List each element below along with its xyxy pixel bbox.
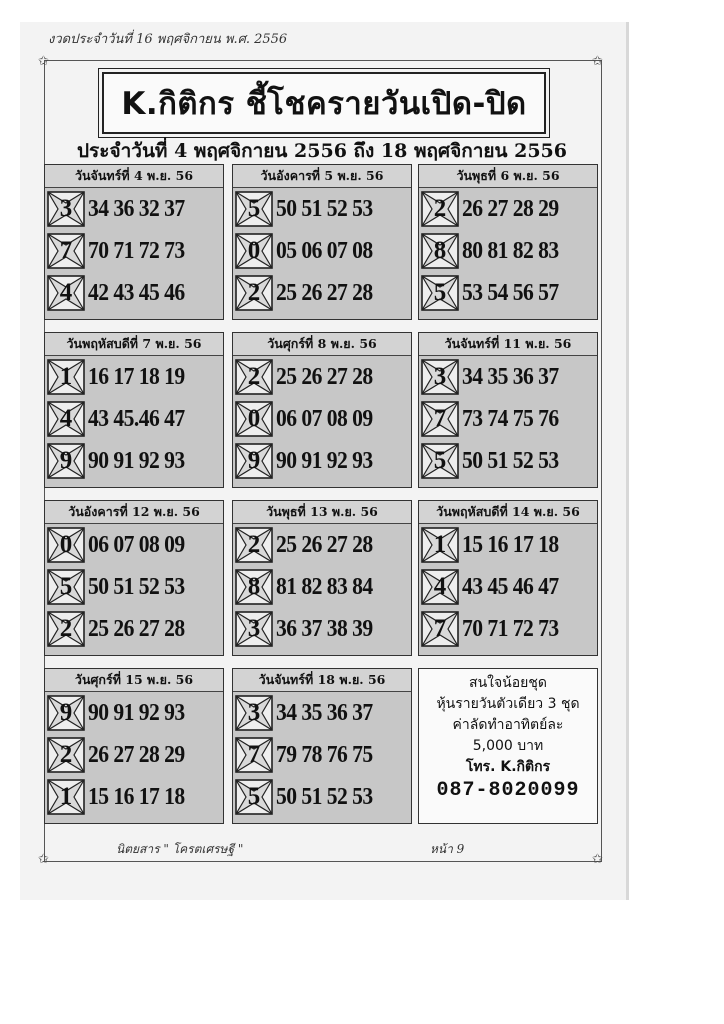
number-row xyxy=(419,566,597,608)
lead-digit: 4 xyxy=(59,279,73,306)
magazine-name: นิตยสาร " โครตเศรษฐี " xyxy=(116,842,244,856)
ad-contact: โทร. K.กิติกร xyxy=(465,759,551,775)
prediction-card xyxy=(232,332,412,488)
lead-digit: 2 xyxy=(59,741,73,768)
star-digit-badge xyxy=(47,275,85,311)
number-row xyxy=(419,272,597,314)
number-row xyxy=(45,608,223,650)
lead-digit: 9 xyxy=(59,699,73,726)
lead-digit: 7 xyxy=(59,237,73,264)
number-set: 50 51 52 53 xyxy=(276,783,373,810)
star-digit-badge xyxy=(235,611,273,647)
lead-digit: 3 xyxy=(59,195,73,222)
lead-digit: 5 xyxy=(433,447,447,474)
number-set: 42 43 45 46 xyxy=(88,279,185,306)
magazine-page xyxy=(20,22,629,900)
phone-number: 087-8020099 xyxy=(436,779,580,802)
number-row xyxy=(233,398,411,440)
star-digit-badge xyxy=(235,191,273,227)
lead-digit: 2 xyxy=(247,279,261,306)
page-number: หน้า 9 xyxy=(430,842,465,856)
star-digit-badge xyxy=(421,359,459,395)
number-row xyxy=(233,692,411,734)
lead-digit: 7 xyxy=(433,615,447,642)
number-row xyxy=(45,188,223,230)
number-set: 34 35 36 37 xyxy=(276,699,373,726)
star-ornament: ✩ xyxy=(592,54,603,69)
number-set: 05 06 07 08 xyxy=(276,237,373,264)
number-set: 15 16 17 18 xyxy=(462,531,559,558)
number-set: 81 82 83 84 xyxy=(276,573,373,600)
star-digit-badge xyxy=(235,569,273,605)
card-date-label: วันพฤหัสบดีที่ 14 พ.ย. 56 xyxy=(419,501,597,524)
number-set: 25 26 27 28 xyxy=(88,615,185,642)
card-date-label: วันอังคารที่ 5 พ.ย. 56 xyxy=(233,165,411,188)
lead-digit: 1 xyxy=(59,363,73,390)
number-set: 16 17 18 19 xyxy=(88,363,185,390)
star-digit-badge xyxy=(421,443,459,479)
page-title: K.กิติกร ชี้โชครายวันเปิด-ปิด xyxy=(102,72,546,134)
number-set: 26 27 28 29 xyxy=(462,195,559,222)
star-digit-badge xyxy=(235,443,273,479)
prediction-card xyxy=(418,332,598,488)
lead-digit: 8 xyxy=(247,573,261,600)
prediction-card xyxy=(232,164,412,320)
lead-digit: 1 xyxy=(433,531,447,558)
number-row xyxy=(233,776,411,818)
number-set: 53 54 56 57 xyxy=(462,279,559,306)
card-date-label: วันพุธที่ 6 พ.ย. 56 xyxy=(419,165,597,188)
number-row xyxy=(419,524,597,566)
star-digit-badge xyxy=(235,737,273,773)
lead-digit: 7 xyxy=(433,405,447,432)
prediction-card xyxy=(44,500,224,656)
number-set: 70 71 72 73 xyxy=(462,615,559,642)
prediction-card xyxy=(44,332,224,488)
lead-digit: 4 xyxy=(59,405,73,432)
star-digit-badge xyxy=(47,737,85,773)
number-row xyxy=(233,272,411,314)
star-digit-badge xyxy=(235,275,273,311)
number-row xyxy=(419,188,597,230)
star-ornament: ✩ xyxy=(38,54,49,69)
star-digit-badge xyxy=(235,233,273,269)
star-digit-badge xyxy=(421,527,459,563)
lead-digit: 0 xyxy=(247,405,261,432)
card-date-label: วันศุกร์ที่ 15 พ.ย. 56 xyxy=(45,669,223,692)
number-set: 70 71 72 73 xyxy=(88,237,185,264)
number-set: 90 91 92 93 xyxy=(88,447,185,474)
lead-digit: 2 xyxy=(247,363,261,390)
number-set: 36 37 38 39 xyxy=(276,615,373,642)
number-row xyxy=(45,230,223,272)
number-set: 50 51 52 53 xyxy=(462,447,559,474)
date-range-subtitle: ประจำวันที่ 4 พฤศจิกายน 2556 ถึง 18 พฤศจิกายน 2556 xyxy=(77,140,567,162)
number-set: 79 78 76 75 xyxy=(276,741,373,768)
lead-digit: 5 xyxy=(247,195,261,222)
number-set: 90 91 92 93 xyxy=(88,699,185,726)
star-digit-badge xyxy=(421,401,459,437)
star-ornament: ✩ xyxy=(592,852,603,867)
card-date-label: วันจันทร์ที่ 4 พ.ย. 56 xyxy=(45,165,223,188)
number-set: 26 27 28 29 xyxy=(88,741,185,768)
number-row xyxy=(233,440,411,482)
lead-digit: 9 xyxy=(59,447,73,474)
number-row xyxy=(45,440,223,482)
star-ornament: ✩ xyxy=(38,852,49,867)
number-row xyxy=(233,188,411,230)
star-digit-badge xyxy=(421,275,459,311)
star-digit-badge xyxy=(235,695,273,731)
star-digit-badge xyxy=(47,611,85,647)
number-row xyxy=(233,734,411,776)
star-digit-badge xyxy=(47,401,85,437)
lead-digit: 3 xyxy=(247,699,261,726)
number-row xyxy=(233,524,411,566)
number-row xyxy=(45,734,223,776)
card-date-label: วันศุกร์ที่ 8 พ.ย. 56 xyxy=(233,333,411,356)
lead-digit: 1 xyxy=(59,783,73,810)
number-row xyxy=(45,398,223,440)
prediction-card xyxy=(232,500,412,656)
prediction-card xyxy=(418,164,598,320)
star-digit-badge xyxy=(235,401,273,437)
star-digit-badge xyxy=(235,527,273,563)
number-row xyxy=(419,230,597,272)
card-date-label: วันจันทร์ที่ 18 พ.ย. 56 xyxy=(233,669,411,692)
lead-digit: 5 xyxy=(247,783,261,810)
number-row xyxy=(419,608,597,650)
card-date-label: วันอังคารที่ 12 พ.ย. 56 xyxy=(45,501,223,524)
lead-digit: 4 xyxy=(433,573,447,600)
lead-digit: 3 xyxy=(433,363,447,390)
star-digit-badge xyxy=(421,191,459,227)
number-row xyxy=(45,776,223,818)
number-set: 90 91 92 93 xyxy=(276,447,373,474)
number-set: 34 35 36 37 xyxy=(462,363,559,390)
star-digit-badge xyxy=(47,569,85,605)
lead-digit: 9 xyxy=(247,447,261,474)
number-row xyxy=(45,692,223,734)
number-set: 50 51 52 53 xyxy=(276,195,373,222)
number-row xyxy=(233,230,411,272)
lead-digit: 2 xyxy=(433,195,447,222)
number-set: 06 07 08 09 xyxy=(88,531,185,558)
number-set: 50 51 52 53 xyxy=(88,573,185,600)
number-set: 73 74 75 76 xyxy=(462,405,559,432)
lead-digit: 5 xyxy=(59,573,73,600)
star-digit-badge xyxy=(47,527,85,563)
ad-line-3: ค่าลัดทำอาทิตย์ละ xyxy=(452,717,564,733)
lead-digit: 3 xyxy=(247,615,261,642)
number-set: 43 45 46 47 xyxy=(462,573,559,600)
number-set: 34 36 32 37 xyxy=(88,195,185,222)
number-set: 80 81 82 83 xyxy=(462,237,559,264)
number-row xyxy=(45,566,223,608)
prediction-card xyxy=(44,164,224,320)
prediction-card xyxy=(232,668,412,824)
lead-digit: 5 xyxy=(433,279,447,306)
star-digit-badge xyxy=(421,569,459,605)
lead-digit: 0 xyxy=(247,237,261,264)
number-set: 25 26 27 28 xyxy=(276,531,373,558)
number-row xyxy=(419,398,597,440)
number-set: 06 07 08 09 xyxy=(276,405,373,432)
number-set: 25 26 27 28 xyxy=(276,279,373,306)
star-digit-badge xyxy=(47,359,85,395)
ad-line-1: สนใจน้อยชุด xyxy=(469,675,547,691)
star-digit-badge xyxy=(421,233,459,269)
advertisement-box xyxy=(418,668,598,824)
ad-line-4: 5,000 บาท xyxy=(472,738,544,754)
lead-digit: 2 xyxy=(59,615,73,642)
issue-date-note: งวดประจำวันที่ 16 พฤศจิกายน พ.ศ. 2556 xyxy=(48,32,288,47)
lead-digit: 7 xyxy=(247,741,261,768)
card-date-label: วันจันทร์ที่ 11 พ.ย. 56 xyxy=(419,333,597,356)
star-digit-badge xyxy=(47,191,85,227)
card-date-label: วันพฤหัสบดีที่ 7 พ.ย. 56 xyxy=(45,333,223,356)
lead-digit: 8 xyxy=(433,237,447,264)
prediction-card xyxy=(44,668,224,824)
number-row xyxy=(45,272,223,314)
number-row xyxy=(233,356,411,398)
lead-digit: 2 xyxy=(247,531,261,558)
star-digit-badge xyxy=(47,695,85,731)
number-row xyxy=(45,356,223,398)
star-digit-badge xyxy=(421,611,459,647)
number-row xyxy=(419,356,597,398)
number-row xyxy=(233,608,411,650)
star-digit-badge xyxy=(47,443,85,479)
number-set: 15 16 17 18 xyxy=(88,783,185,810)
number-row xyxy=(233,566,411,608)
lead-digit: 0 xyxy=(59,531,73,558)
star-digit-badge xyxy=(235,779,273,815)
number-set: 43 45.46 47 xyxy=(88,405,185,432)
number-set: 25 26 27 28 xyxy=(276,363,373,390)
star-digit-badge xyxy=(47,779,85,815)
number-row xyxy=(45,524,223,566)
prediction-card xyxy=(418,500,598,656)
number-row xyxy=(419,440,597,482)
star-digit-badge xyxy=(47,233,85,269)
card-date-label: วันพุธที่ 13 พ.ย. 56 xyxy=(233,501,411,524)
ad-line-2: หุ้นรายวันตัวเดียว 3 ชุด xyxy=(436,696,580,712)
star-digit-badge xyxy=(235,359,273,395)
